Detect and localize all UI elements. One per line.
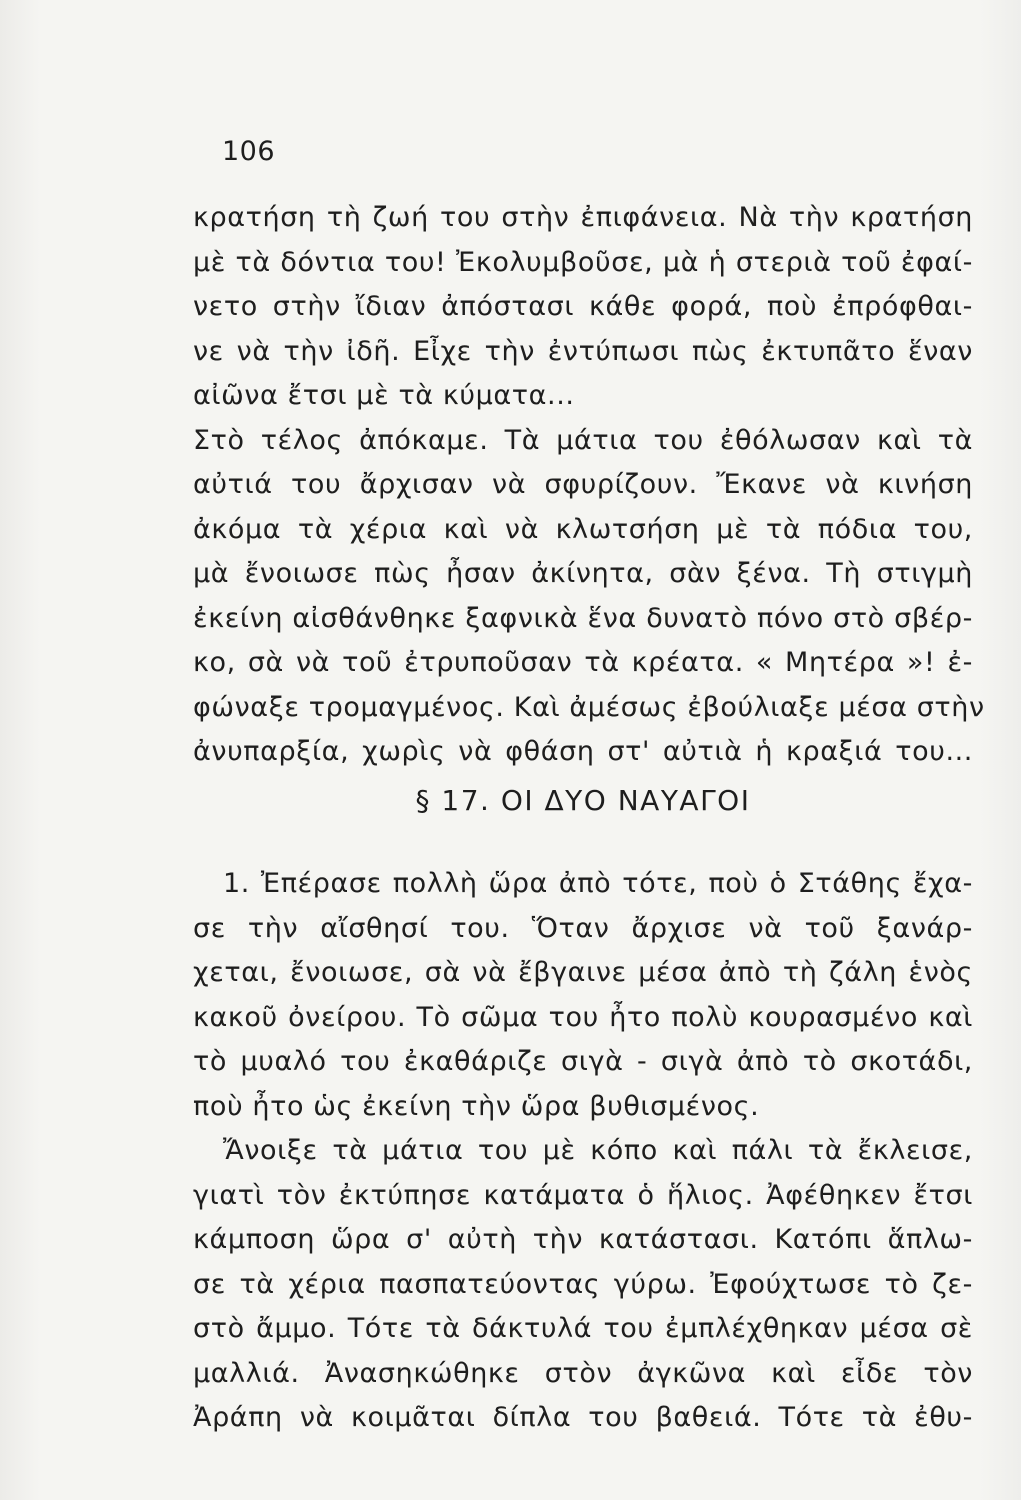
- text-line: ἐκείνη αἰσθάνθηκε ξαφνικὰ ἕνα δυνατὸ πόνο στὸ σβέρ-: [193, 602, 973, 634]
- text-line: Ἀράπη νὰ κοιμᾶται δίπλα του βαθειά. Τότε τὰ ἐθυ-: [193, 1402, 973, 1433]
- text-line: ἀκόμα τὰ χέρια καὶ νὰ κλωτσήση μὲ τὰ πόδια του,: [193, 513, 973, 545]
- text-line: αὐτιά του ἄρχισαν νὰ σφυρίζουν. Ἔκανε νὰ κινήση: [193, 469, 973, 500]
- text-line: ποὺ ἦτο ὡς ἐκείνη τὴν ὥρα βυθισμένος.: [193, 1090, 760, 1122]
- text-line: φώναξε τρομαγμένος. Καὶ ἀμέσως ἐβούλιαξε μέσα στὴν: [193, 691, 985, 723]
- text-line: γιατὶ τὸν ἐκτύπησε κατάματα ὁ ἥλιος. Ἀφέθηκεν ἔτσι: [193, 1179, 973, 1211]
- text-block-bottom: [193, 862, 973, 1441]
- text-line: 1. Ἐπέρασε πολλὴ ὥρα ἀπὸ τότε, ποὺ ὁ Στάθης ἔχα-: [223, 868, 973, 899]
- text-line: νε νὰ τὴν ἰδῆ. Εἶχε τὴν ἐντύπωσι πὼς ἐκτυπᾶτο ἕναν: [193, 335, 973, 367]
- text-block-top: [193, 196, 985, 775]
- text-line: αἰῶνα ἔτσι μὲ τὰ κύματα...: [193, 380, 575, 411]
- text-line: μὰ ἔνοιωσε πὼς ἦσαν ἀκίνητα, σὰν ξένα. Τὴ στιγμὴ: [193, 558, 973, 589]
- section-heading: § 17. ΟΙ ΔΥΟ ΝΑΥΑΓΟΙ: [415, 784, 751, 817]
- text-line: μὲ τὰ δόντια του! Ἐκολυμβοῦσε, μὰ ἡ στεριὰ τοῦ ἐφαί-: [193, 246, 973, 278]
- text-line: κάμποση ὥρα σ' αὐτὴ τὴν κατάστασι. Κατόπι ἅπλω-: [193, 1224, 973, 1255]
- text-line: κακοῦ ὀνείρου. Τὸ σῶμα του ἦτο πολὺ κουρασμένο καὶ: [193, 1001, 973, 1033]
- text-line: μαλλιά. Ἀνασηκώθηκε στὸν ἀγκῶνα καὶ εἶδε τὸν: [193, 1357, 973, 1389]
- text-line: ἀνυπαρξία, χωρὶς νὰ φθάση στ' αὐτιὰ ἡ κραξιά του...: [193, 736, 973, 767]
- text-line: σε τὰ χέρια πασπατεύοντας γύρω. Ἐφούχτωσε τὸ ζε-: [193, 1268, 973, 1300]
- text-line: νετο στὴν ἴδιαν ἀπόστασι κάθε φορά, ποὺ ἐπρόφθαι-: [193, 291, 973, 322]
- page-number: 106: [222, 136, 276, 167]
- text-line: Ἄνοιξε τὰ μάτια του μὲ κόπο καὶ πάλι τὰ ἔκλεισε,: [223, 1135, 973, 1166]
- text-line: Στὸ τέλος ἀπόκαμε. Τὰ μάτια του ἐθόλωσαν καὶ τὰ: [193, 424, 973, 456]
- text-line: στὸ ἄμμο. Τότε τὰ δάκτυλά του ἐμπλέχθηκαν μέσα σὲ: [193, 1313, 973, 1344]
- text-line: κο, σὰ νὰ τοῦ ἐτρυποῦσαν τὰ κρέατα. « Μητέρα »! ἐ-: [193, 647, 973, 678]
- text-line: κρατήση τὴ ζωή του στὴν ἐπιφάνεια. Νὰ τὴν κρατήση: [193, 202, 973, 233]
- text-line: χεται, ἔνοιωσε, σὰ νὰ ἔβγαινε μέσα ἀπὸ τὴ ζάλη ἑνὸς: [193, 957, 973, 988]
- text-line: σε τὴν αἴσθησί του. Ὅταν ἄρχισε νὰ τοῦ ξανάρ-: [193, 912, 973, 944]
- text-line: τὸ μυαλό του ἐκαθάριζε σιγὰ - σιγὰ ἀπὸ τὸ σκοτάδι,: [193, 1046, 973, 1077]
